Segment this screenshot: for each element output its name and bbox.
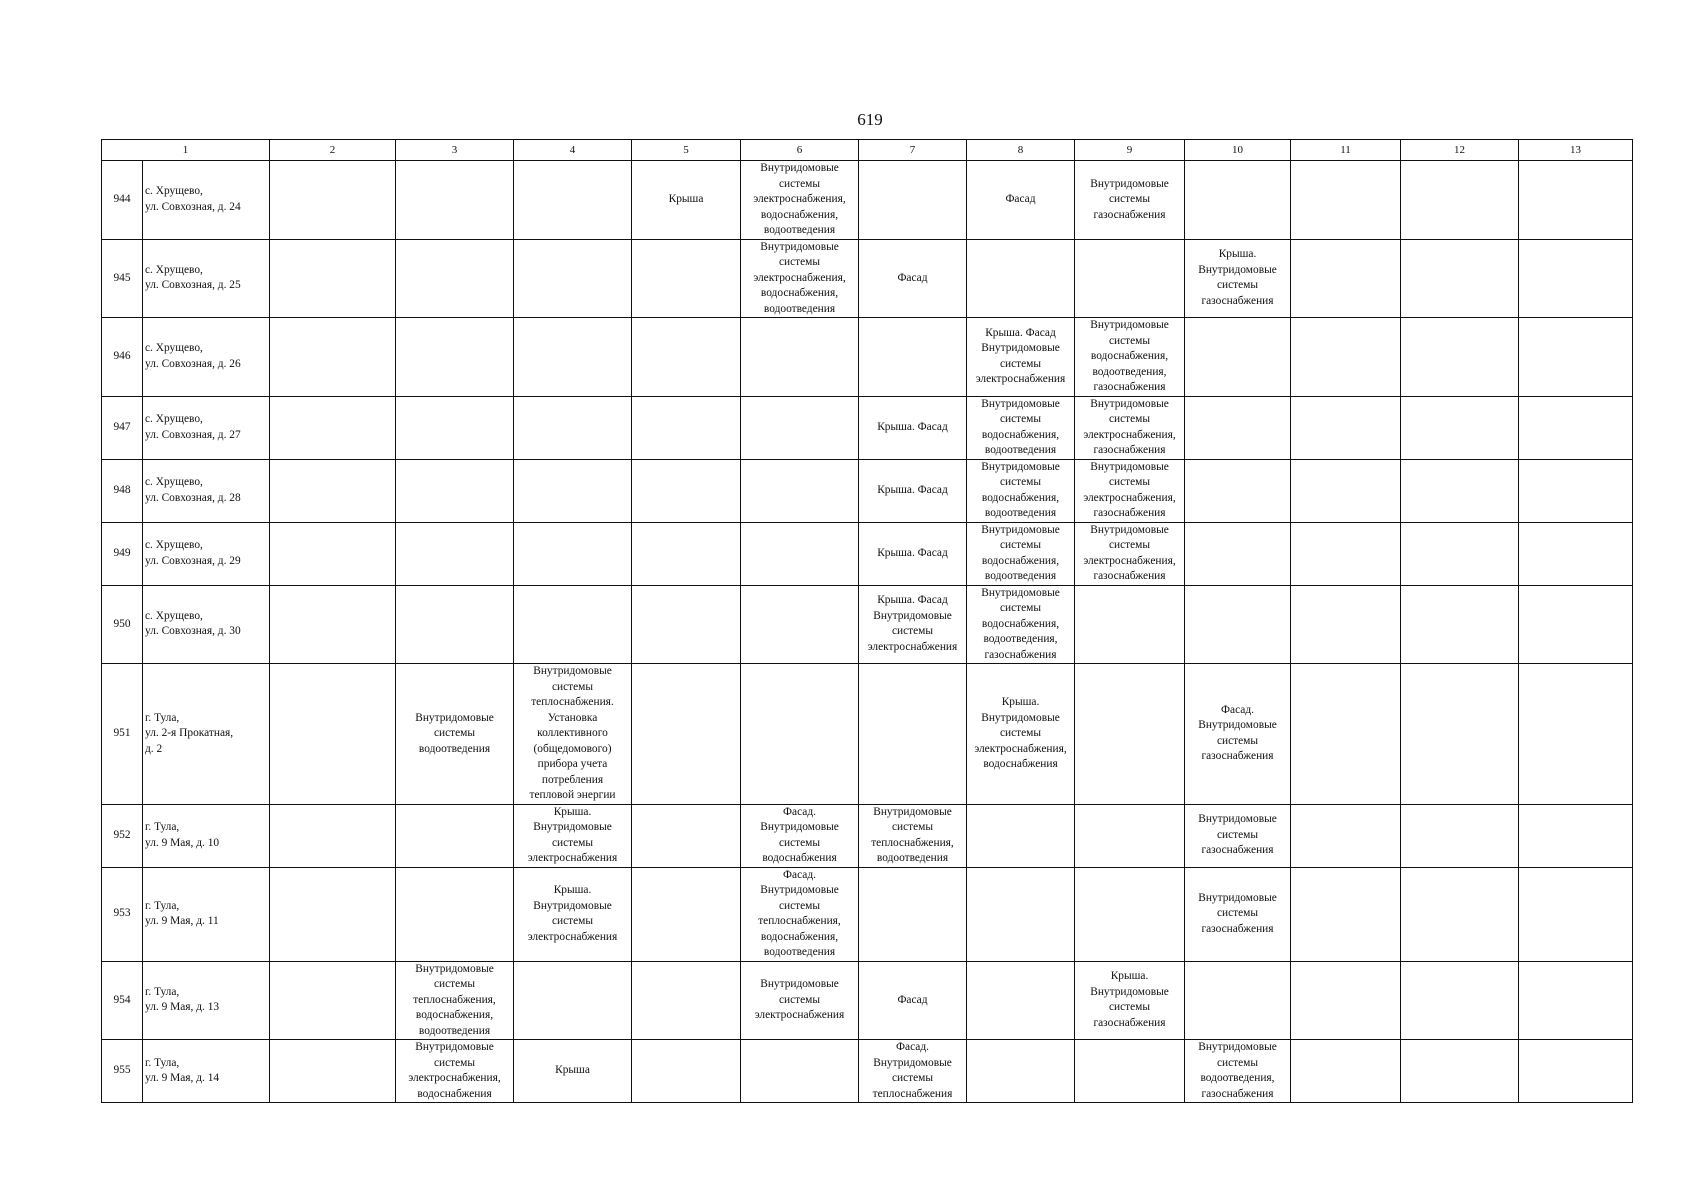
work-cell-col-12 [1401,664,1519,805]
work-cell-col-7 [859,318,967,397]
work-cell-col-7 [859,867,967,961]
work-cell-col-2 [270,961,396,1040]
work-cell-col-8 [967,867,1075,961]
work-cell-col-12 [1401,961,1519,1040]
work-cell-col-8: Крыша. Фасад Внутридомовые системы электроснабжения [967,318,1075,397]
work-cell-col-9: Внутридомовые системы электроснабжения, газоснабжения [1075,396,1185,459]
work-cell-col-11 [1291,318,1401,397]
work-cell-col-9 [1075,239,1185,318]
column-header: 1 [102,140,270,161]
work-cell-col-8 [967,961,1075,1040]
work-cell-col-5 [632,459,741,522]
work-cell-col-10: Фасад. Внутридомовые системы газоснабжения [1185,664,1291,805]
work-cell-col-6: Фасад. Внутридомовые системы водоснабжения [741,804,859,867]
work-cell-col-7: Фасад [859,961,967,1040]
row-number: 948 [102,459,143,522]
work-cell-col-13 [1519,161,1633,240]
work-cell-col-7 [859,664,967,805]
work-cell-col-3 [396,318,514,397]
work-cell-col-12 [1401,1040,1519,1103]
work-cell-col-12 [1401,396,1519,459]
work-cell-col-12 [1401,161,1519,240]
row-number: 944 [102,161,143,240]
work-cell-col-13 [1519,396,1633,459]
work-cell-col-10: Внутридомовые системы водоотведения, газоснабжения [1185,1040,1291,1103]
work-cell-col-5: Крыша [632,161,741,240]
work-cell-col-9: Крыша. Внутридомовые системы газоснабжения [1075,961,1185,1040]
work-cell-col-2 [270,318,396,397]
work-cell-col-10 [1185,522,1291,585]
work-cell-col-3 [396,161,514,240]
work-cell-col-4 [514,459,632,522]
table-row [102,522,1633,585]
work-cell-col-11 [1291,396,1401,459]
work-cell-col-3: Внутридомовые системы водоотведения [396,664,514,805]
column-header: 9 [1075,140,1185,161]
work-cell-col-10 [1185,585,1291,664]
work-cell-col-4: Крыша [514,1040,632,1103]
work-cell-col-8 [967,1040,1075,1103]
work-cell-col-8: Крыша. Внутридомовые системы электроснабжения, водоснабжения [967,664,1075,805]
work-cell-col-13 [1519,318,1633,397]
work-cell-col-9: Внутридомовые системы электроснабжения, газоснабжения [1075,459,1185,522]
work-cell-col-6 [741,318,859,397]
work-cell-col-5 [632,239,741,318]
row-number: 946 [102,318,143,397]
work-cell-col-3 [396,396,514,459]
row-number: 953 [102,867,143,961]
work-cell-col-6 [741,1040,859,1103]
work-cell-col-3: Внутридомовые системы электроснабжения, водоснабжения [396,1040,514,1103]
work-cell-col-5 [632,318,741,397]
work-cell-col-9 [1075,585,1185,664]
work-cell-col-13 [1519,664,1633,805]
table-row [102,396,1633,459]
work-cell-col-6: Внутридомовые системы электроснабжения [741,961,859,1040]
work-cell-col-12 [1401,318,1519,397]
table-body [102,140,1633,1103]
work-cell-col-2 [270,664,396,805]
work-cell-col-13 [1519,1040,1633,1103]
work-cell-col-12 [1401,522,1519,585]
work-cell-col-6 [741,664,859,805]
work-cell-col-5 [632,585,741,664]
work-cell-col-2 [270,161,396,240]
address-cell: с. Хрущево, ул. Совхозная, д. 29 [143,522,270,585]
work-cell-col-3 [396,804,514,867]
work-cell-col-13 [1519,961,1633,1040]
work-cell-col-13 [1519,804,1633,867]
work-cell-col-2 [270,396,396,459]
work-cell-col-2 [270,867,396,961]
work-cell-col-3 [396,585,514,664]
work-cell-col-8 [967,804,1075,867]
work-cell-col-10: Внутридомовые системы газоснабжения [1185,804,1291,867]
work-cell-col-5 [632,522,741,585]
work-cell-col-3 [396,867,514,961]
column-number-row [102,140,1633,161]
column-header: 11 [1291,140,1401,161]
work-cell-col-4: Крыша. Внутридомовые системы электроснабжения [514,867,632,961]
address-cell: г. Тула, ул. 2-я Прокатная, д. 2 [143,664,270,805]
work-cell-col-11 [1291,961,1401,1040]
work-cell-col-6: Фасад. Внутридомовые системы теплоснабжения, водоснабжения, водоотведения [741,867,859,961]
row-number: 955 [102,1040,143,1103]
table-row [102,318,1633,397]
work-cell-col-11 [1291,1040,1401,1103]
work-cell-col-5 [632,1040,741,1103]
work-cell-col-6: Внутридомовые системы электроснабжения, водоснабжения, водоотведения [741,161,859,240]
work-cell-col-9: Внутридомовые системы электроснабжения, газоснабжения [1075,522,1185,585]
work-cell-col-4 [514,522,632,585]
table-row [102,585,1633,664]
work-cell-col-4 [514,396,632,459]
work-cell-col-6 [741,396,859,459]
work-cell-col-4 [514,585,632,664]
work-cell-col-7: Крыша. Фасад [859,522,967,585]
work-cell-col-5 [632,961,741,1040]
address-cell: с. Хрущево, ул. Совхозная, д. 25 [143,239,270,318]
column-header: 8 [967,140,1075,161]
repair-schedule-table [101,139,1633,1103]
work-cell-col-7: Внутридомовые системы теплоснабжения, водоотведения [859,804,967,867]
work-cell-col-4 [514,961,632,1040]
address-cell: г. Тула, ул. 9 Мая, д. 10 [143,804,270,867]
work-cell-col-13 [1519,239,1633,318]
table-row [102,804,1633,867]
work-cell-col-9 [1075,804,1185,867]
work-cell-col-2 [270,522,396,585]
work-cell-col-9: Внутридомовые системы водоснабжения, водоотведения, газоснабжения [1075,318,1185,397]
work-cell-col-12 [1401,585,1519,664]
work-cell-col-10 [1185,318,1291,397]
work-cell-col-8 [967,239,1075,318]
work-cell-col-10 [1185,161,1291,240]
work-cell-col-11 [1291,804,1401,867]
work-cell-col-5 [632,804,741,867]
work-cell-col-5 [632,396,741,459]
work-cell-col-3 [396,239,514,318]
work-cell-col-6 [741,522,859,585]
work-cell-col-10: Внутридомовые системы газоснабжения [1185,867,1291,961]
work-cell-col-7 [859,161,967,240]
address-cell: с. Хрущево, ул. Совхозная, д. 24 [143,161,270,240]
work-cell-col-2 [270,585,396,664]
column-header: 10 [1185,140,1291,161]
work-cell-col-4: Крыша. Внутридомовые системы электроснабжения [514,804,632,867]
work-cell-col-6 [741,585,859,664]
column-header: 12 [1401,140,1519,161]
work-cell-col-8: Внутридомовые системы водоснабжения, водоотведения, газоснабжения [967,585,1075,664]
work-cell-col-11 [1291,585,1401,664]
work-cell-col-10: Крыша. Внутридомовые системы газоснабжения [1185,239,1291,318]
work-cell-col-13 [1519,867,1633,961]
work-cell-col-11 [1291,664,1401,805]
work-cell-col-9 [1075,867,1185,961]
column-header: 2 [270,140,396,161]
work-cell-col-5 [632,664,741,805]
work-cell-col-3: Внутридомовые системы теплоснабжения, водоснабжения, водоотведения [396,961,514,1040]
work-cell-col-2 [270,239,396,318]
table-row [102,1040,1633,1103]
table-row [102,961,1633,1040]
work-cell-col-8: Внутридомовые системы водоснабжения, водоотведения [967,522,1075,585]
work-cell-col-4 [514,161,632,240]
work-cell-col-11 [1291,867,1401,961]
work-cell-col-12 [1401,459,1519,522]
column-header: 7 [859,140,967,161]
work-cell-col-4: Внутридомовые системы теплоснабжения. Установка коллективного (общедомового) прибора учета потребления тепловой энергии [514,664,632,805]
column-header: 13 [1519,140,1633,161]
work-cell-col-7: Фасад. Внутридомовые системы теплоснабжения [859,1040,967,1103]
work-cell-col-11 [1291,161,1401,240]
work-cell-col-9 [1075,1040,1185,1103]
column-header: 3 [396,140,514,161]
work-cell-col-9 [1075,664,1185,805]
work-cell-col-5 [632,867,741,961]
work-cell-col-11 [1291,239,1401,318]
address-cell: г. Тула, ул. 9 Мая, д. 11 [143,867,270,961]
work-cell-col-4 [514,239,632,318]
row-number: 945 [102,239,143,318]
work-cell-col-13 [1519,459,1633,522]
table-row [102,459,1633,522]
work-cell-col-6 [741,459,859,522]
row-number: 952 [102,804,143,867]
work-cell-col-8: Внутридомовые системы водоснабжения, водоотведения [967,459,1075,522]
work-cell-col-10 [1185,961,1291,1040]
column-header: 6 [741,140,859,161]
work-cell-col-13 [1519,585,1633,664]
row-number: 949 [102,522,143,585]
table-row [102,239,1633,318]
row-number: 947 [102,396,143,459]
work-cell-col-10 [1185,396,1291,459]
work-cell-col-12 [1401,867,1519,961]
address-cell: с. Хрущево, ул. Совхозная, д. 27 [143,396,270,459]
page-number: 619 [857,110,883,129]
work-cell-col-9: Внутридомовые системы газоснабжения [1075,161,1185,240]
work-cell-col-8: Фасад [967,161,1075,240]
work-cell-col-2 [270,1040,396,1103]
work-cell-col-4 [514,318,632,397]
address-cell: с. Хрущево, ул. Совхозная, д. 26 [143,318,270,397]
work-cell-col-2 [270,804,396,867]
work-cell-col-3 [396,459,514,522]
work-cell-col-12 [1401,804,1519,867]
work-cell-col-7: Крыша. Фасад [859,459,967,522]
row-number: 954 [102,961,143,1040]
table-row [102,867,1633,961]
work-cell-col-13 [1519,522,1633,585]
work-cell-col-2 [270,459,396,522]
work-cell-col-11 [1291,459,1401,522]
work-cell-col-7: Фасад [859,239,967,318]
column-header: 5 [632,140,741,161]
column-header: 4 [514,140,632,161]
row-number: 951 [102,664,143,805]
work-cell-col-10 [1185,459,1291,522]
work-cell-col-7: Крыша. Фасад [859,396,967,459]
row-number: 950 [102,585,143,664]
address-cell: с. Хрущево, ул. Совхозная, д. 28 [143,459,270,522]
work-cell-col-7: Крыша. Фасад Внутридомовые системы электроснабжения [859,585,967,664]
work-cell-col-8: Внутридомовые системы водоснабжения, водоотведения [967,396,1075,459]
table-row [102,664,1633,805]
address-cell: г. Тула, ул. 9 Мая, д. 14 [143,1040,270,1103]
table-row [102,161,1633,240]
work-cell-col-11 [1291,522,1401,585]
work-cell-col-3 [396,522,514,585]
work-cell-col-12 [1401,239,1519,318]
address-cell: с. Хрущево, ул. Совхозная, д. 30 [143,585,270,664]
work-cell-col-6: Внутридомовые системы электроснабжения, водоснабжения, водоотведения [741,239,859,318]
address-cell: г. Тула, ул. 9 Мая, д. 13 [143,961,270,1040]
